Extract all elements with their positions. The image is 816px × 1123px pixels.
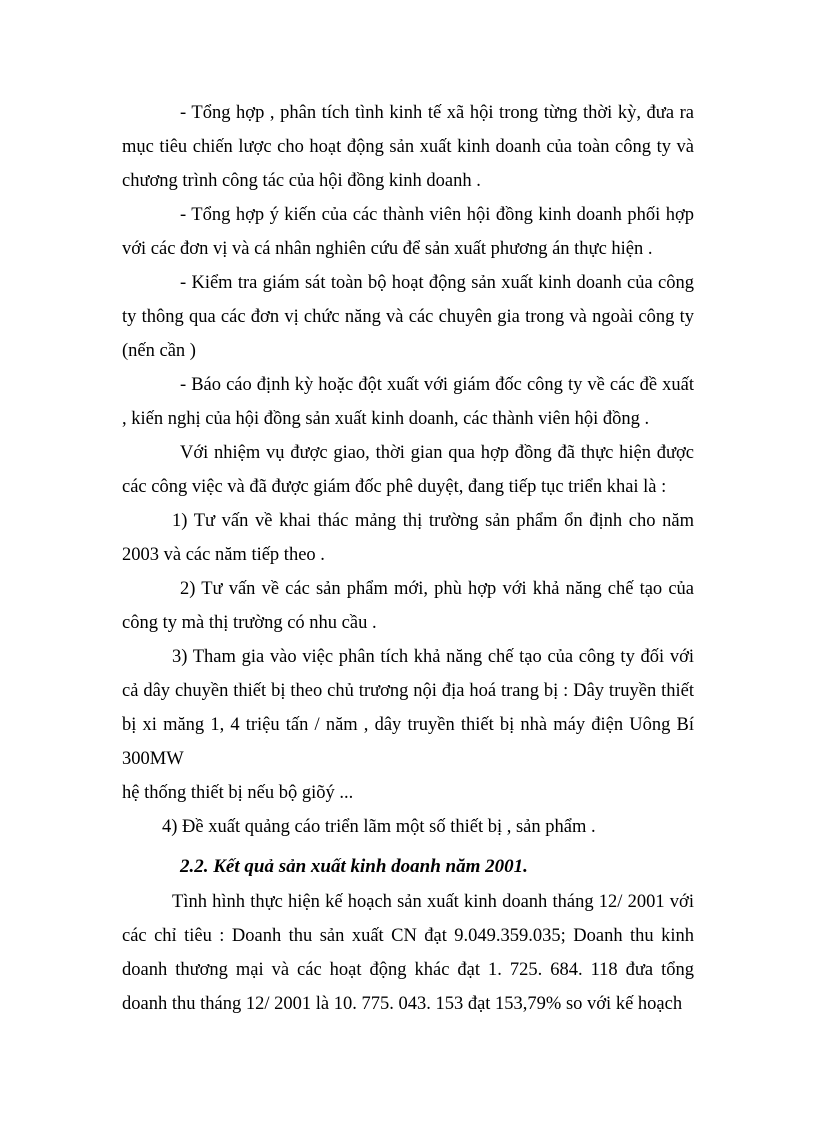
paragraph-overview-analysis: - Tổng hợp , phân tích tình kinh tế xã hội trong từng thời kỳ, đưa ra mục tiêu chiến lược cho hoạt động sản xuất kinh doanh của toàn công ty và chương trình công tác của hội đồng kinh doanh . xyxy=(122,103,694,191)
paragraph-collect-opinions: - Tổng hợp ý kiến của các thành viên hội đồng kinh doanh phối hợp với các đơn vị và cá nhân nghiên cứu để sản xuất phương án thực hiện . xyxy=(122,205,694,259)
paragraph-tasks-intro: Với nhiệm vụ được giao, thời gian qua hợp đồng đã thực hiện được các công việc và đã được giám đốc phê duyệt, đang tiếp tục triển khai là : xyxy=(122,443,694,497)
body-text-upper xyxy=(122,96,694,844)
list-item-1: 1) Tư vấn về khai thác mảng thị trường sản phẩm ổn định cho năm 2003 và các năm tiếp theo . xyxy=(122,511,694,565)
list-item-3-continuation: hệ thống thiết bị nếu bộ giõý ... xyxy=(122,783,354,803)
section-heading: 2.2. Kết quả sản xuất kinh doanh năm 2001. xyxy=(180,856,528,877)
paragraph-results: Tình hình thực hiện kế hoạch sản xuất kinh doanh tháng 12/ 2001 với các chỉ tiêu : Doanh thu sản xuất CN đạt 9.049.359.035; Doanh thu kinh doanh thương mại và các hoạt động khác đạt 1. 725. 684. 118 đưa tổng doanh thu tháng 12/ 2001 là 10. 775. 043. 153 đạt 153,79% so với kế hoạch xyxy=(122,892,694,1014)
paragraph-supervision: - Kiểm tra giám sát toàn bộ hoạt động sản xuất kinh doanh của công ty thông qua các đơn vị chức năng và các chuyên gia trong và ngoài công ty (nến cần ) xyxy=(122,273,694,361)
list-item-3: 3) Tham gia vào việc phân tích khả năng chế tạo của công ty đối với cả dây chuyền thiết bị theo chủ trương nội địa hoá trang bị : Dây truyền thiết bị xi măng 1, 4 triệu tấn / năm , dây truyền thiết bị nhà máy điện Uông Bí 300MW xyxy=(122,647,694,769)
paragraph-reporting: - Báo cáo định kỳ hoặc đột xuất với giám đốc công ty về các đề xuất , kiến nghị của hội đồng sản xuất kinh doanh, các thành viên hội đồng . xyxy=(122,375,694,429)
list-item-2: 2) Tư vấn về các sản phẩm mới, phù hợp với khả năng chế tạo của công ty mà thị trường có nhu cầu . xyxy=(122,579,694,633)
body-text-lower xyxy=(122,885,694,1021)
list-item-4: 4) Đề xuất quảng cáo triển lãm một số thiết bị , sản phẩm . xyxy=(162,817,596,837)
